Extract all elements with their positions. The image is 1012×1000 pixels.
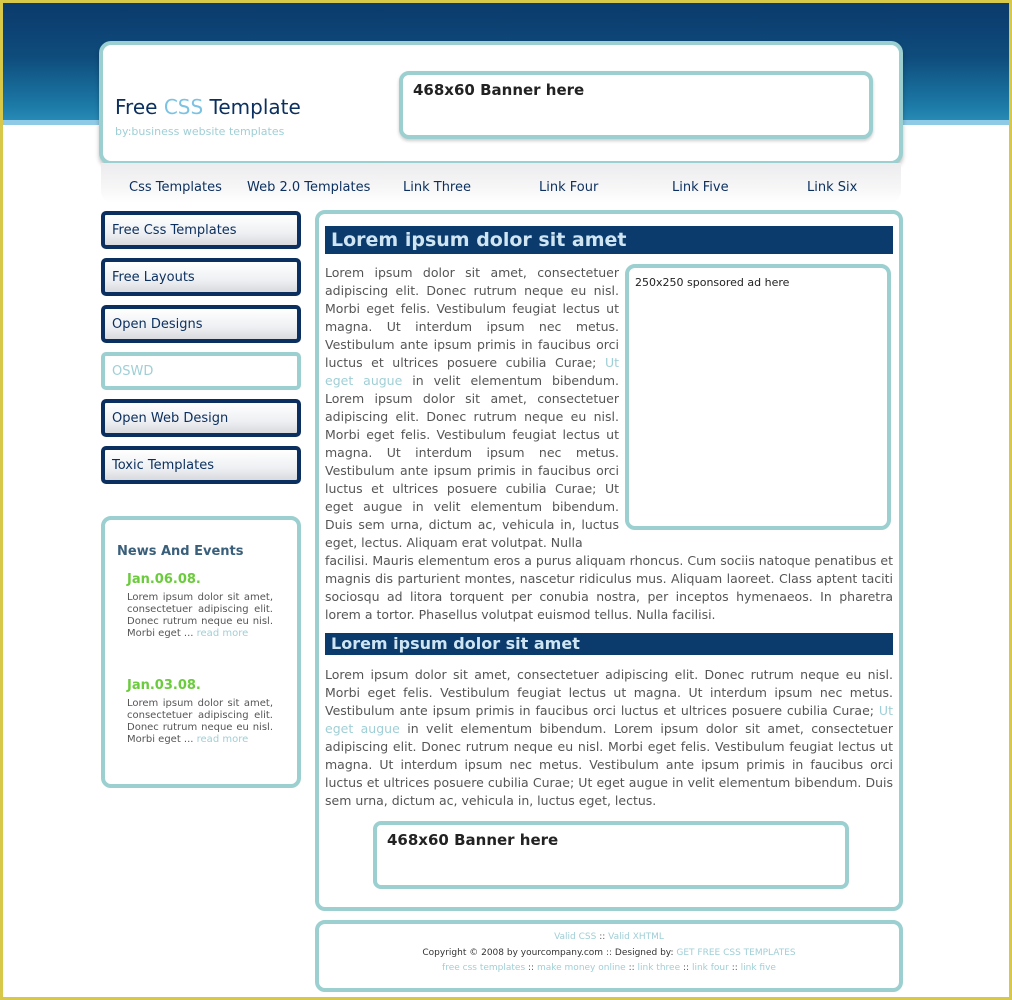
valid-xhtml-link[interactable]: Valid XHTML: [608, 932, 664, 942]
footer-separator: ::: [628, 963, 635, 973]
sidebar-item-free-layouts[interactable]: [101, 258, 301, 296]
sidebar-item-open-designs[interactable]: [101, 305, 301, 343]
footer-validation-line: [319, 932, 899, 942]
paragraph-text: Lorem ipsum dolor sit amet, consectetuer adipiscing elit. Donec rutrum neque eu nisl. Morbi eget felis. Vestibulum feugiat lectus ut magna. Ut interdum ipsum nec metus. Vestibulum ante ipsum primis in faucibus orci luctus et ultrices posuere cubilia Curae;: [325, 265, 619, 370]
news-date: Jan.06.08.: [127, 572, 201, 587]
content-paragraph-full: facilisi. Mauris elementum eros a purus aliquam rhoncus. Cum sociis natoque penatibus et magnis dis parturient montes, nascetur ridiculus mus. Aliquam laoreet. Class aptent taciti sociosqu ad litora torquent per conubia nostra, per inceptos hymenaeos. In pharetra lorem a tortor. Phasellus volutpat euismod tellus. Nulla facilisi.: [325, 553, 893, 622]
designer-link[interactable]: GET FREE CSS TEMPLATES: [676, 948, 796, 958]
news-title: News And Events: [117, 544, 244, 559]
news-text: [127, 592, 273, 640]
footer-separator: ::: [599, 932, 606, 942]
logo-css: CSS: [163, 95, 204, 119]
sponsored-ad-box[interactable]: [625, 264, 891, 530]
copyright-text: Copyright © 2008 by yourcompany.com: [422, 948, 604, 958]
news-text: [127, 698, 273, 746]
logo-free: Free: [115, 95, 158, 119]
news-events-panel: [101, 516, 301, 788]
nav-item-link-six[interactable]: Link Six: [807, 180, 858, 195]
content-paragraph-wrapped: [325, 264, 619, 552]
content-banner-label: 468x60 Banner here: [387, 831, 559, 849]
nav-item-css-templates[interactable]: Css Templates: [129, 180, 222, 195]
news-excerpt: Lorem ipsum dolor sit amet, consectetuer adipiscing elit. Donec rutrum neque eu nisl. Morbi eget ...: [127, 698, 273, 745]
footer-link-five[interactable]: link five: [740, 963, 776, 973]
footer-separator: ::: [683, 963, 690, 973]
sidebar-item-label: Toxic Templates: [112, 458, 214, 473]
valid-css-link[interactable]: Valid CSS: [554, 932, 597, 942]
sidebar-item-oswd[interactable]: [101, 352, 301, 390]
sidebar-item-label: OSWD: [112, 364, 154, 379]
footer-link-free-css-templates[interactable]: free css templates: [442, 963, 526, 973]
footer-copyright-line: [319, 948, 899, 958]
footer-separator: ::: [528, 963, 535, 973]
paragraph-text: in velit elementum bibendum. Lorem ipsum dolor sit amet, consectetuer adipiscing elit. Donec rutrum neque eu nisl. Morbi eget felis. Vestibulum feugiat lectus ut magna. Ut interdum ipsum nec metus. Vestibulum ante ipsum primis in faucibus orci luctus et ultrices posuere cubilia Curae; Ut eget augue in velit elementum bibendum. Duis sem urna, dictum ac, vehicula in, luctus eget, lectus. Aliquam erat volutpat. Nulla: [325, 373, 620, 550]
header-banner[interactable]: [399, 71, 873, 139]
sidebar-item-label: Open Designs: [112, 317, 203, 332]
content-paragraph: [325, 666, 893, 810]
content-banner[interactable]: [373, 821, 849, 889]
footer-separator: ::: [731, 963, 738, 973]
inline-link[interactable]: Ut eget augue: [325, 355, 619, 388]
read-more-link[interactable]: read more: [196, 628, 249, 639]
nav-item-link-three[interactable]: Link Three: [403, 180, 471, 195]
footer-link-three[interactable]: link three: [637, 963, 681, 973]
sidebar-item-label: Open Web Design: [112, 411, 229, 426]
site-tagline: by:business website templates: [115, 125, 285, 138]
footer-link-four[interactable]: link four: [691, 963, 729, 973]
sidebar-item-free-css-templates[interactable]: [101, 211, 301, 249]
sidebar-item-open-web-design[interactable]: [101, 399, 301, 437]
logo-template: Template: [209, 95, 301, 119]
content-heading: Lorem ipsum dolor sit amet: [325, 226, 893, 254]
inline-link[interactable]: Ut eget augue: [325, 703, 893, 736]
paragraph-text: in velit elementum bibendum. Lorem ipsum dolor sit amet, consectetuer adipiscing elit. Donec rutrum neque eu nisl. Morbi eget felis. Vestibulum feugiat lectus ut magna. Ut interdum ipsum nec metus. Vestibulum ante ipsum primis in faucibus orci luctus et ultrices posuere cubilia Curae; Ut eget augue in velit elementum bibendum. Duis sem urna, dictum ac, vehicula in, luctus eget, lectus.: [325, 721, 894, 808]
paragraph-text: Lorem ipsum dolor sit amet, consectetuer adipiscing elit. Donec rutrum neque eu nisl. Morbi eget felis. Vestibulum feugiat lectus ut magna. Ut interdum ipsum nec metus. Vestibulum ante ipsum primis in faucibus orci luctus et ultrices posuere cubilia Curae;: [325, 667, 893, 718]
site-footer: [315, 920, 903, 992]
nav-item-web2-templates[interactable]: Web 2.0 Templates: [247, 180, 371, 195]
main-content: [315, 210, 903, 911]
read-more-link[interactable]: read more: [196, 734, 249, 745]
header-banner-label: 468x60 Banner here: [413, 81, 585, 99]
nav-item-link-four[interactable]: Link Four: [539, 180, 599, 195]
site-logo[interactable]: [115, 95, 301, 119]
sidebar-item-toxic-templates[interactable]: [101, 446, 301, 484]
footer-link-make-money-online[interactable]: make money online: [536, 963, 626, 973]
sidebar-item-label: Free Css Templates: [112, 223, 237, 238]
sidebar-item-label: Free Layouts: [112, 270, 195, 285]
news-date: Jan.03.08.: [127, 678, 201, 693]
news-excerpt: Lorem ipsum dolor sit amet, consectetuer adipiscing elit. Donec rutrum neque eu nisl. Morbi eget ...: [127, 592, 273, 639]
nav-item-link-five[interactable]: Link Five: [672, 180, 729, 195]
site-header: [99, 41, 903, 165]
ad-label: 250x250 sponsored ad here: [635, 276, 790, 289]
designed-by-label: Designed by:: [614, 948, 674, 958]
footer-separator: ::: [605, 948, 613, 958]
content-heading: Lorem ipsum dolor sit amet: [325, 633, 893, 655]
footer-links-line: [319, 963, 899, 973]
main-nav: [101, 163, 901, 203]
